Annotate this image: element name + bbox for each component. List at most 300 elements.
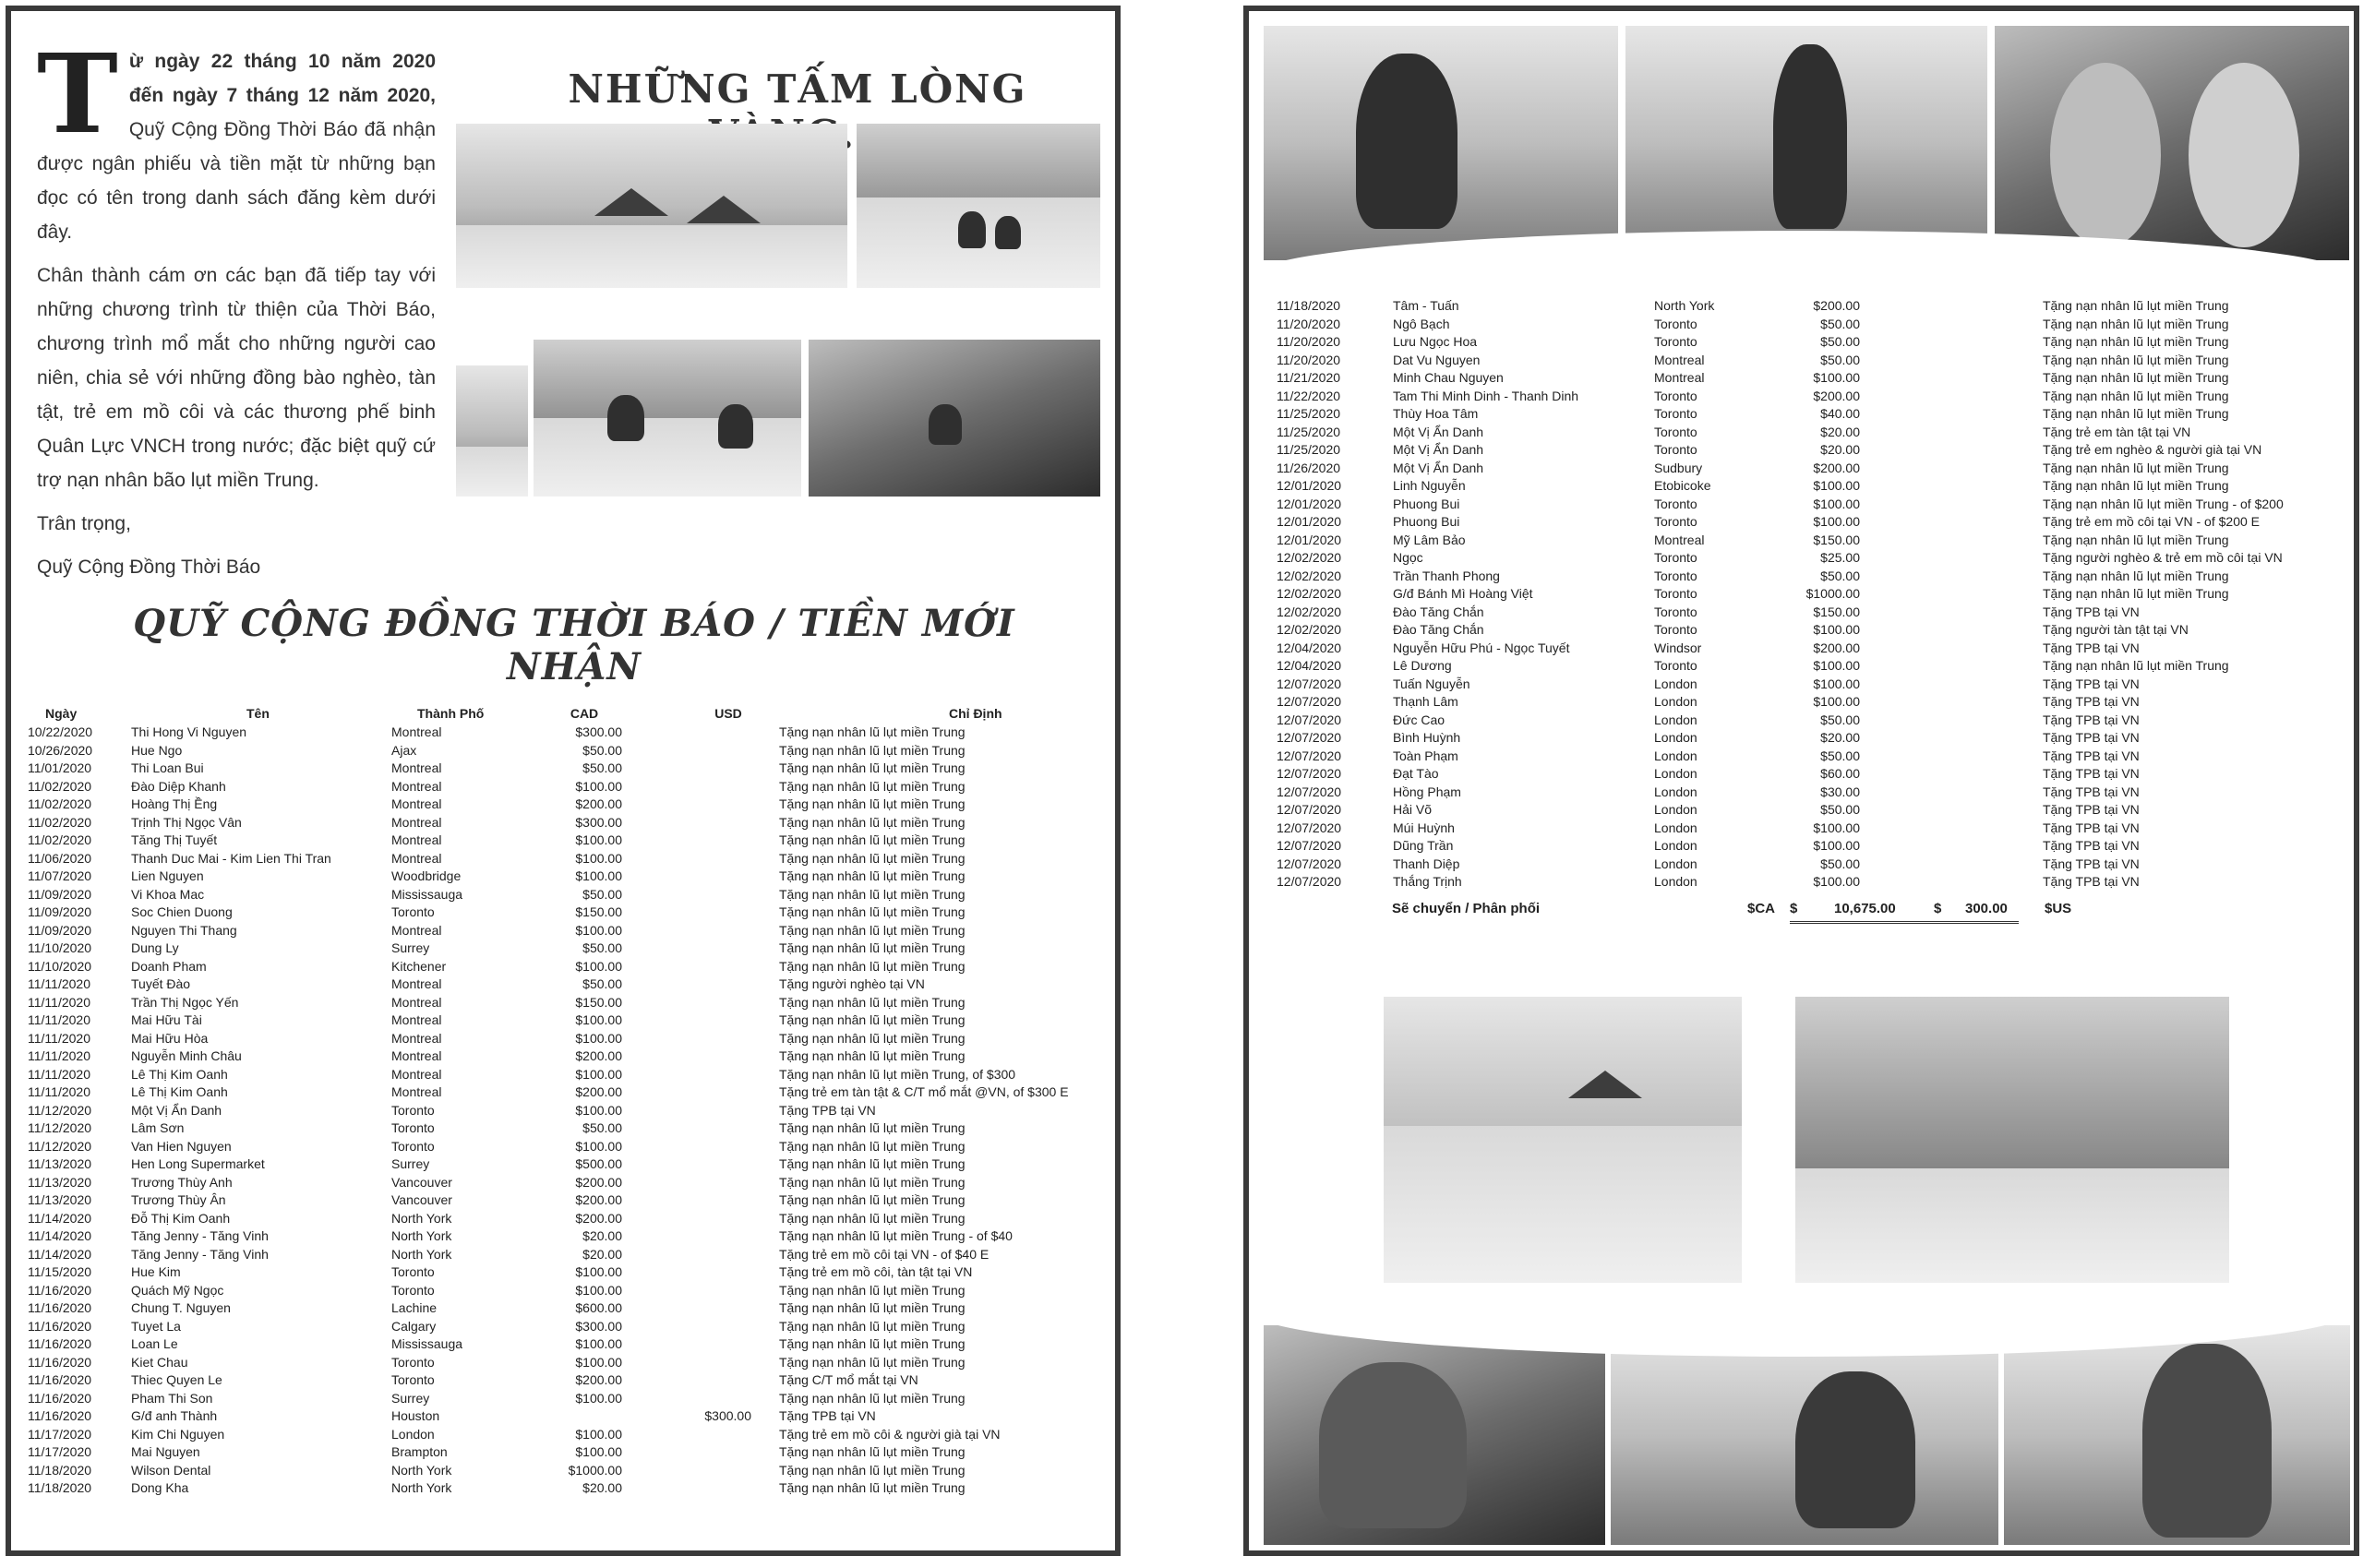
cell-name: Bình Huỳnh [1393,730,1461,745]
cell-city: Windsor [1654,640,1702,655]
cell-city: Montreal [391,1066,442,1082]
cell-name: Kiet Chau [131,1354,188,1370]
cell-name: Một Vị Ẩn Danh [1393,424,1484,439]
cell-city: Mississauga [391,886,463,902]
cell-cad: $100.00 [1813,478,1860,493]
cell-date: 11/11/2020 [28,1012,90,1027]
cell-cad: $100.00 [1813,676,1860,691]
cell-date: 11/02/2020 [28,832,92,847]
cell-purpose: Tặng nạn nhân lũ lụt miền Trung [779,922,966,938]
cell-date: 11/11/2020 [28,976,90,991]
cell-cad: $50.00 [582,940,622,955]
cell-name: Pham Thi Son [131,1390,213,1406]
cell-date: 11/16/2020 [28,1300,92,1315]
cell-purpose: Tặng nạn nhân lũ lụt miền Trung [779,1390,966,1406]
cell-purpose: Tặng TPB tại VN [779,1102,876,1118]
cell-name: Trần Thanh Phong [1393,568,1500,583]
cell-purpose: Tặng nạn nhân lũ lụt miền Trung [779,760,966,775]
cell-purpose: Tặng TPB tại VN [2043,748,2140,763]
cell-cad: $100.00 [575,850,622,866]
cell-date: 11/25/2020 [1277,406,1341,421]
cell-city: London [1654,802,1697,817]
cell-city: Montreal [391,1012,442,1027]
cell-cad: $200.00 [1813,298,1860,313]
cell-purpose: Tặng người nghèo & trẻ em mồ côi tại VN [2043,550,2283,565]
cell-date: 11/02/2020 [28,814,92,830]
cell-name: Múi Huỳnh [1393,820,1455,835]
cell-name: Lê Thị Kim Oanh [131,1084,228,1099]
cell-cad: $100.00 [575,1426,622,1442]
cell-date: 11/16/2020 [28,1390,92,1406]
cell-date: 11/26/2020 [1277,460,1341,475]
cell-cad: $20.00 [582,1228,622,1243]
cell-cad: $300.00 [575,724,622,739]
photo-person [958,211,986,248]
totals-usd-label: $US [2045,901,2072,916]
cell-cad: $50.00 [1820,352,1860,367]
cell-city: London [1654,748,1697,763]
cell-purpose: Tặng nạn nhân lũ lụt miền Trung [779,1048,966,1063]
cell-date: 11/11/2020 [28,1084,90,1099]
cell-purpose: Tặng nạn nhân lũ lụt miền Trung - of $200 [2043,496,2284,511]
cell-purpose: Tặng nạn nhân lũ lụt miền Trung [779,1174,966,1190]
cell-name: Hồng Phạm [1393,784,1461,799]
cell-name: Lien Nguyen [131,868,204,883]
cell-purpose: Tặng TPB tại VN [2043,802,2140,817]
drop-cap: T [37,30,118,158]
cell-cad: $50.00 [582,886,622,902]
cell-date: 11/13/2020 [28,1192,92,1207]
photo-person [607,395,644,441]
cell-date: 11/07/2020 [28,868,92,883]
cell-date: 11/16/2020 [28,1354,92,1370]
cell-name: Thi Hong Vi Nguyen [131,724,247,739]
cell-city: Montreal [391,778,442,794]
cell-purpose: Tặng nạn nhân lũ lụt miền Trung [779,1030,966,1046]
cell-cad: $100.00 [1813,496,1860,511]
photo-water [1384,1126,1742,1284]
cell-name: Nguyễn Hữu Phú - Ngọc Tuyết [1393,640,1570,655]
cell-purpose: Tặng C/T mổ mắt tại VN [779,1372,918,1387]
cell-cad: $1000.00 [1805,586,1860,601]
cell-cad: $100.00 [575,1066,622,1082]
cell-cad: $100.00 [575,1264,622,1279]
cell-cad: $50.00 [1820,334,1860,349]
cell-cad: $30.00 [1820,784,1860,799]
cell-date: 10/26/2020 [28,742,93,758]
cell-name: Dung Ly [131,940,179,955]
cell-name: Lưu Ngọc Hoa [1393,334,1478,349]
photo-roof [594,188,668,216]
cell-cad: $100.00 [575,1102,622,1118]
cell-name: Một Vị Ẩn Danh [1393,460,1484,475]
photo-mother-and-child [1264,1325,1605,1545]
cell-purpose: Tặng trẻ em nghèo & người già tại VN [2043,442,2262,457]
cell-purpose: Tặng nạn nhân lũ lụt miền Trung [2043,586,2229,601]
cell-purpose: Tặng người tàn tật tại VN [2043,622,2189,637]
photo-roof [1568,1071,1642,1098]
cell-cad: $50.00 [1820,316,1860,331]
cell-city: Toronto [1654,550,1697,565]
cell-name: Tuấn Nguyễn [1393,676,1470,691]
cell-name: G/đ Bánh Mì Hoàng Việt [1393,586,1533,601]
cell-purpose: Tặng trẻ em tàn tật tại VN [2043,424,2191,439]
cell-date: 12/01/2020 [1277,532,1342,547]
cell-date: 11/15/2020 [28,1264,92,1279]
cell-purpose: Tặng nạn nhân lũ lụt miền Trung [2043,460,2229,475]
cell-purpose: Tặng nạn nhân lũ lụt miền Trung [779,1120,966,1135]
cell-date: 11/17/2020 [28,1444,92,1459]
cell-city: London [1654,766,1697,781]
cell-cad: $600.00 [575,1300,622,1315]
cell-name: Thanh Diệp [1393,856,1460,871]
cell-cad: $100.00 [575,778,622,794]
cell-name: Dũng Trần [1393,838,1454,853]
cell-name: Một Vị Ẩn Danh [1393,442,1484,457]
cell-name: Đạt Tào [1393,766,1439,781]
cell-city: Lachine [391,1300,438,1315]
cell-name: Phuong Bui [1393,514,1460,529]
cell-name: G/đ anh Thành [131,1408,218,1423]
intro-paragraph-2: Chân thành cám ơn các bạn đã tiếp tay với những chương trình từ thiện của Thời Báo, chương trình mổ mắt cho những người cao niên, chia sẻ với những đồng bào nghèo, tàn tật, trẻ em mồ côi và các thương phế binh Quân Lực VNCH trong nước; đặc biệt quỹ cứ trợ nạn nhân bão lụt miền Trung. [37,265,436,491]
cell-date: 11/01/2020 [28,760,92,775]
cell-cad: $100.00 [575,922,622,938]
cell-name: Tâm - Tuấn [1393,298,1459,313]
cell-date: 11/16/2020 [28,1336,92,1351]
cell-city: Kitchener [391,958,447,974]
cell-city: Montreal [1654,370,1705,385]
cell-name: Tăng Jenny - Tăng Vinh [131,1228,269,1243]
cell-purpose: Tặng TPB tại VN [2043,874,2140,889]
cell-name: Trương Thùy Anh [131,1174,233,1190]
cell-date: 12/07/2020 [1277,676,1342,691]
cell-name: Hoàng Thị Ềng [131,796,218,811]
cell-city: Montreal [391,850,442,866]
header-name: Tên [246,706,270,721]
cell-cad: $100.00 [575,1138,622,1154]
cell-name: Linh Nguyễn [1393,478,1466,493]
photo-person [995,216,1021,249]
cell-purpose: Tặng TPB tại VN [2043,676,2140,691]
cell-purpose: Tặng trẻ em mồ côi & người già tại VN [779,1426,1001,1442]
cell-name: Dong Kha [131,1480,189,1495]
cell-cad: $200.00 [1813,640,1860,655]
cell-city: Montreal [391,976,442,991]
intro-signature: Quỹ Cộng Đồng Thời Báo [37,557,261,578]
cell-date: 12/01/2020 [1277,478,1342,493]
cell-date: 12/07/2020 [1277,766,1342,781]
photo-man-with-bicycle [1264,26,1618,260]
cell-purpose: Tặng TPB tại VN [2043,820,2140,835]
cell-name: Tuyet La [131,1318,181,1334]
cell-cad: $100.00 [575,832,622,847]
cell-date: 12/04/2020 [1277,658,1342,673]
cell-cad: $50.00 [1820,856,1860,871]
totals-label: Sẽ chuyển / Phân phối [1392,901,1541,916]
cell-cad: $150.00 [1813,532,1860,547]
photo-person [1773,44,1847,229]
cell-purpose: Tặng nạn nhân lũ lụt miền Trung [779,742,966,758]
photo-person [2142,1344,2272,1538]
totals-cad-label: $CA [1747,901,1776,916]
cell-date: 12/02/2020 [1277,568,1342,583]
cell-date: 11/11/2020 [28,1066,90,1082]
right-page [1243,6,2359,1556]
cell-date: 12/02/2020 [1277,622,1342,637]
cell-purpose: Tặng nạn nhân lũ lụt miền Trung [779,796,966,811]
cell-cad: $300.00 [575,814,622,830]
cell-date: 12/02/2020 [1277,604,1342,619]
cell-city: London [1654,712,1697,727]
cell-cad: $50.00 [1820,568,1860,583]
cell-city: Surrey [391,1156,430,1171]
cell-cad: $150.00 [1813,604,1860,619]
cell-date: 12/07/2020 [1277,820,1342,835]
cell-name: Wilson Dental [131,1462,211,1478]
cell-date: 12/04/2020 [1277,640,1342,655]
photo-boat-rescue [857,124,1100,288]
cell-city: North York [1654,298,1715,313]
cell-cad: $100.00 [1813,370,1860,385]
header-usd: USD [714,706,742,721]
photo-water [456,225,847,288]
cell-purpose: Tặng nạn nhân lũ lụt miền Trung [779,814,966,830]
cell-purpose: Tặng nạn nhân lũ lụt miền Trung [779,1282,966,1298]
photo-person [1356,54,1457,229]
cell-name: Tăng Thị Tuyết [131,832,218,847]
cell-city: North York [391,1228,452,1243]
cell-date: 12/07/2020 [1277,838,1342,853]
cell-date: 11/13/2020 [28,1174,92,1190]
cell-purpose: Tặng nạn nhân lũ lụt miền Trung [779,1354,966,1370]
cell-city: Toronto [1654,496,1697,511]
cell-city: Toronto [391,1102,435,1118]
cell-cad: $200.00 [575,1174,622,1190]
photo-street-vendor [1625,26,1987,260]
fund-title: QUỸ CỘNG ĐỒNG THỜI BÁO / TIỀN MỚI NHẬN [133,602,1015,688]
cell-city: Montreal [391,796,442,811]
cell-date: 11/18/2020 [1277,298,1341,313]
cell-date: 11/20/2020 [1277,334,1341,349]
cell-name: Thạnh Lâm [1393,694,1458,709]
cell-cad: $150.00 [575,904,622,919]
cell-city: London [1654,820,1697,835]
cell-purpose: Tặng TPB tại VN [2043,766,2140,781]
cell-purpose: Tặng nạn nhân lũ lụt miền Trung [779,1480,966,1495]
cell-date: 12/07/2020 [1277,874,1342,889]
cell-date: 10/22/2020 [28,724,93,739]
cell-city: Montreal [391,832,442,847]
cell-city: Toronto [1654,406,1697,421]
photo-roof [687,196,761,223]
cell-cad: $20.00 [1820,442,1860,457]
cell-name: Thi Loan Bui [131,760,204,775]
cell-date: 11/12/2020 [28,1102,92,1118]
cell-purpose: Tặng nạn nhân lũ lụt miền Trung, of $300 [779,1066,1016,1082]
photo-child [2050,63,2161,247]
cell-city: Surrey [391,940,430,955]
cell-date: 11/11/2020 [28,1048,90,1063]
cell-cad: $200.00 [1813,460,1860,475]
cell-date: 11/09/2020 [28,922,92,938]
cell-cad: $100.00 [1813,694,1860,709]
cell-cad: $50.00 [582,760,622,775]
totals-cad-amount: 10,675.00 [1834,901,1896,916]
cell-city: Vancouver [391,1192,452,1207]
totals-row [1249,901,2354,923]
cell-name: Đỗ Thị Kim Oanh [131,1210,231,1226]
cell-cad: $50.00 [1820,712,1860,727]
cell-cad: $100.00 [1813,820,1860,835]
cell-name: Doanh Pham [131,958,207,974]
cell-purpose: Tặng TPB tại VN [2043,694,2140,709]
cell-name: Hen Long Supermarket [131,1156,265,1171]
cell-cad: $100.00 [575,1390,622,1406]
cell-name: Lâm Sơn [131,1120,185,1135]
cell-name: Ngô Bạch [1393,316,1450,331]
intro-dates: ừ ngày 22 tháng 10 năm 2020 đến ngày 7 tháng 12 năm 2020, [128,51,436,106]
cell-purpose: Tặng nạn nhân lũ lụt miền Trung [779,850,966,866]
photo-person [1795,1371,1915,1528]
cell-city: Montreal [391,1048,442,1063]
photo-person [929,404,962,445]
cell-city: Toronto [1654,388,1697,403]
cell-cad: $200.00 [575,1048,622,1063]
cell-purpose: Tặng nạn nhân lũ lụt miền Trung [779,1336,966,1351]
cell-name: Đào Tăng Chắn [1393,622,1484,637]
cell-purpose: Tặng TPB tại VN [2043,604,2140,619]
totals-usd-amount: 300.00 [1965,901,2008,916]
cell-name: Ngọc [1393,550,1423,565]
cell-date: 12/07/2020 [1277,784,1342,799]
photo-water [456,447,528,497]
cell-name: Thùy Hoa Tâm [1393,406,1479,421]
cell-purpose: Tặng nạn nhân lũ lụt miền Trung [779,832,966,847]
cell-name: Tam Thi Minh Dinh - Thanh Dinh [1393,388,1579,403]
cell-city: Toronto [1654,334,1697,349]
cell-purpose: Tặng nạn nhân lũ lụt miền Trung [2043,370,2229,385]
cell-name: Tăng Jenny - Tăng Vinh [131,1246,269,1262]
cell-name: Dat Vu Nguyen [1393,352,1481,367]
photo-two-children [1995,26,2349,260]
donation-table-right [1249,297,2354,943]
cell-name: Quách Mỹ Ngọc [131,1282,224,1298]
cell-cad: $100.00 [1813,658,1860,673]
cell-purpose: Tặng TPB tại VN [2043,730,2140,745]
cell-date: 11/17/2020 [28,1426,92,1442]
photo-people-in-water [534,340,801,497]
cell-date: 11/25/2020 [1277,442,1341,457]
cell-city: Mississauga [391,1336,463,1351]
cell-purpose: Tặng nạn nhân lũ lụt miền Trung [779,1462,966,1478]
photo-collapsed-house [809,340,1100,497]
cell-name: Thắng Trịnh [1393,874,1462,889]
cell-city: Montreal [391,1084,442,1099]
cell-purpose: Tặng nạn nhân lũ lụt miền Trung [779,958,966,974]
photo-elderly-man [2004,1325,2350,1545]
cell-purpose: Tặng TPB tại VN [2043,838,2140,853]
cell-cad: $50.00 [582,1120,622,1135]
cell-city: Brampton [391,1444,448,1459]
photo-water [534,418,801,497]
cell-cad: $200.00 [575,1084,622,1099]
cell-city: Montreal [391,994,442,1010]
cell-cad: $40.00 [1820,406,1860,421]
cell-date: 11/11/2020 [28,1030,90,1046]
cell-city: Houston [391,1408,440,1423]
cell-purpose: Tặng nạn nhân lũ lụt miền Trung [2043,478,2229,493]
cell-name: Toàn Phạm [1393,748,1458,763]
header-cad: CAD [570,706,599,721]
cell-city: Calgary [391,1318,437,1334]
cell-city: Toronto [1654,442,1697,457]
cell-name: Tuyết Đào [131,976,191,991]
cell-city: Toronto [391,1354,435,1370]
cell-cad: $50.00 [1820,802,1860,817]
cell-date: 11/16/2020 [28,1408,92,1423]
totals-cad-box [1790,901,2019,924]
cell-date: 12/01/2020 [1277,514,1342,529]
cell-date: 11/22/2020 [1277,388,1341,403]
cell-name: Mỹ Lâm Bảo [1393,532,1466,547]
intro-paragraph-1 [37,30,436,249]
cell-name: Trịnh Thị Ngọc Vân [131,814,242,830]
cell-date: 12/07/2020 [1277,730,1342,745]
cell-date: 12/07/2020 [1277,856,1342,871]
cell-date: 11/14/2020 [28,1210,92,1226]
cell-purpose: Tặng TPB tại VN [2043,640,2140,655]
cell-city: Toronto [1654,316,1697,331]
cell-city: London [1654,874,1697,889]
cell-cad: $1000.00 [568,1462,622,1478]
cell-date: 11/14/2020 [28,1246,92,1262]
cell-purpose: Tặng nạn nhân lũ lụt miền Trung - of $40 [779,1228,1013,1243]
cell-city: London [391,1426,435,1442]
cell-city: Woodbridge [391,868,462,883]
cell-purpose: Tặng nạn nhân lũ lụt miền Trung [2043,334,2229,349]
cell-purpose: Tặng nạn nhân lũ lụt miền Trung [2043,388,2229,403]
cell-date: 11/02/2020 [28,796,92,811]
cell-purpose: Tặng trẻ em mồ côi tại VN - of $200 E [2043,514,2260,529]
photo-flooded-yard [1795,997,2229,1283]
cell-name: Hải Võ [1393,802,1433,817]
cell-name: Soc Chien Duong [131,904,233,919]
cell-city: Toronto [391,1264,435,1279]
cell-date: 11/12/2020 [28,1120,92,1135]
cell-date: 11/20/2020 [1277,352,1341,367]
cell-date: 11/18/2020 [28,1462,92,1478]
cell-cad: $25.00 [1820,550,1860,565]
header-city: Thành Phố [417,706,485,721]
cell-name: Loan Le [131,1336,178,1351]
cell-purpose: Tặng nạn nhân lũ lụt miền Trung [779,904,966,919]
cell-cad: $100.00 [575,868,622,883]
intro-text [37,30,436,593]
cell-date: 11/21/2020 [1277,370,1341,385]
cell-purpose: Tặng nạn nhân lũ lụt miền Trung [2043,658,2229,673]
cell-name: Vi Khoa Mac [131,886,205,902]
cell-date: 11/09/2020 [28,886,92,902]
cell-name: Hue Kim [131,1264,181,1279]
cell-cad: $20.00 [1820,424,1860,439]
cell-date: 11/12/2020 [28,1138,92,1154]
cell-purpose: Tặng nạn nhân lũ lụt miền Trung [2043,352,2229,367]
cell-cad: $100.00 [575,1030,622,1046]
header-date: Ngày [45,706,78,721]
cell-city: Toronto [391,1372,435,1387]
cell-cad: $500.00 [575,1156,622,1171]
cell-name: Mai Hữu Hòa [131,1030,209,1046]
